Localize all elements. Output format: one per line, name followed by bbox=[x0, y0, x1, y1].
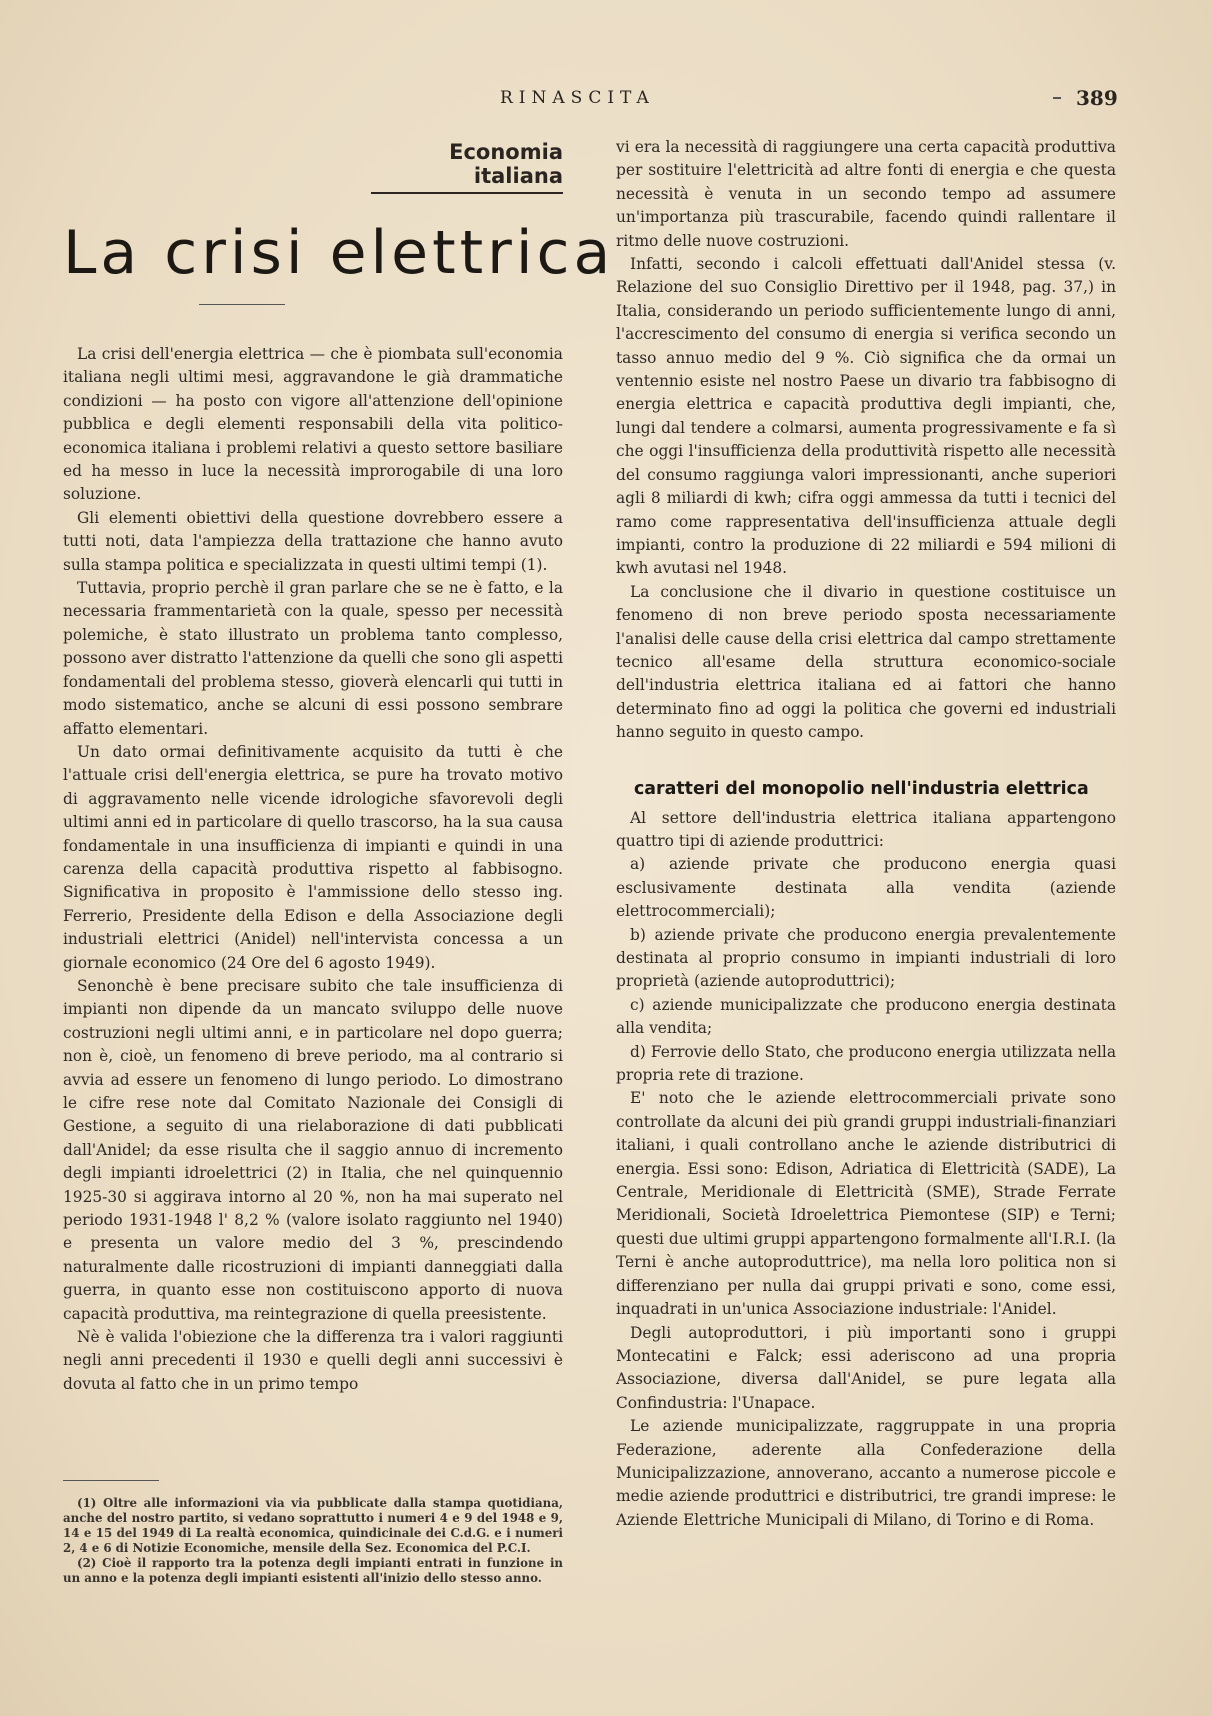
paragraph: Gli elementi obiettivi della questione dovrebbero essere a tutti noti, data l'ampiezza della trattazione che hanno avuto sulla stampa politica e specializzata in questi ultimi tempi (1). bbox=[63, 508, 563, 574]
list-item-c: c) aziende municipalizzate che producono energia destinata alla vendita; bbox=[616, 995, 1116, 1038]
subheading: caratteri del monopolio nell'industria elettrica bbox=[634, 778, 1089, 799]
footnotes bbox=[63, 1496, 563, 1586]
paragraph: vi era la necessità di raggiungere una certa capacità produttiva per sostituire l'elettricità ad altre fonti di energia e che questa necessità è venuta in un secondo tempo ad assumere un'importanza più trascurabile, facendo quindi rallentare il ritmo delle nuove costruzioni. bbox=[616, 138, 1116, 250]
footnote-divider bbox=[63, 1480, 159, 1481]
paragraph: Nè è valida l'obiezione che la differenza tra i valori raggiunti negli anni precedenti il 1930 e quelli degli anni successivi è dovuta al fatto che in un primo tempo bbox=[63, 1328, 563, 1393]
list-item-b: b) aziende private che producono energia prevalentemente destinata al proprio consumo in impianti industriali di loro proprietà (aziende autoproduttrici); bbox=[616, 925, 1116, 991]
page-header bbox=[0, 88, 1212, 114]
right-column bbox=[616, 140, 1116, 1532]
paragraph: Degli autoproduttori, i più importanti sono i gruppi Montecatini e Falck; essi aderiscono ad una propria Associazione, diversa dall'Anidel, se pure legata alla Confindustria: l'Unapace. bbox=[616, 1323, 1116, 1412]
paragraph: E' noto che le aziende elettrocommerciali private sono controllate da alcuni dei più grandi gruppi industriali-finanziari italiani, i quali controllano anche le aziende distributrici di energia. Essi sono: Edison, Adriatica di Elettricità (SADE), La Centrale, Meridionale di Elettricità (SME), Strade Ferrate Meridionali, Società Idroelettrica Piemontese (SIP) e Terni; questi due ultimi gruppi appartengono formalmente all'I.R.I. (la Terni è anche autoproduttrice), ma nella loro politica non si differenziano per nulla dai gruppi privati e sono, come essi, inquadrati in un'unica Associazione industriale: l'Anidel. bbox=[616, 1089, 1116, 1319]
journal-name: RINASCITA bbox=[500, 88, 655, 108]
paragraph: Al settore dell'industria elettrica italiana appartengono quattro tipi di aziende produttrici: bbox=[616, 808, 1116, 850]
title-divider bbox=[199, 304, 285, 305]
footnote: (2) Cioè il rapporto tra la potenza degli impianti entrati in funzione in un anno e la potenza degli impianti esistenti all'inizio dello stesso anno. bbox=[63, 1556, 563, 1585]
paragraph: La conclusione che il divario in questione costituisce un fenomeno di non breve periodo sposta necessariamente l'analisi delle cause della crisi elettrica dal campo strettamente tecnico all'esame della struttura economico-sociale dell'industria elettrica italiana ed ai fattori che hanno determinato fino ad oggi la politica che governi ed industriali hanno seguito in questo campo. bbox=[616, 582, 1116, 742]
list-item-d: d) Ferrovie dello Stato, che producono energia utilizzata nella propria rete di trazione. bbox=[616, 1042, 1116, 1085]
left-column bbox=[63, 140, 615, 1396]
article-title: La crisi elettrica bbox=[63, 218, 615, 288]
paragraph: Tuttavia, proprio perchè il gran parlare che se ne è fatto, e la necessaria frammentarietà con la quale, spesso per necessità polemiche, è stato illustrato un problema tanto complesso, possono aver distratto l'attenzione da quelli che sono gli aspetti fondamentali del problema stesso, gioverà elencarli qui tutti in modo sistematico, anche se alcuni di essi possono sembrare affatto elementari. bbox=[63, 579, 563, 738]
right-body bbox=[616, 136, 1116, 745]
paragraph: Un dato ormai definitivamente acquisito da tutti è che l'attuale crisi dell'energia elettrica, se pure ha trovato motivo di aggravamento nelle vicende idrologiche sfavorevoli degli ultimi anni ed in particolare di quello trascorso, ha la sua causa fondamentale in una insufficienza di impianti e quindi in una carenza della capacità produttiva rispetto al fabbisogno. Significativa in proposito è l'ammissione dello stesso ing. Ferrerio, Presidente della Edison e della Associazione degli industriali elettrici (Anidel) nell'intervista concessa a un giornale economico (24 Ore del 6 agosto 1949). bbox=[63, 742, 563, 972]
paragraph: La crisi dell'energia elettrica — che è piombata sull'economia italiana negli ultimi mesi, aggravandone le già drammatiche condizioni — ha posto con vigore all'attenzione dell'opinione pubblica e degli elementi responsabili della vita politico-economica italiana i problemi relativi a questo settore basiliare ed ha messo in luce la necessità improrogabile di una loro soluzione. bbox=[63, 345, 563, 504]
page-number: 389 bbox=[1076, 86, 1118, 110]
paragraph: Le aziende municipalizzate, raggruppate in una propria Federazione, aderente alla Confederazione della Municipalizzazione, annoverano, accanto a numerose piccole e medie aziende produttrici e distributrici, tre grandi imprese: le Aziende Elettriche Municipali di Milano, di Torino e di Roma. bbox=[616, 1417, 1116, 1529]
left-body bbox=[63, 343, 563, 1396]
footnote: (1) Oltre alle informazioni via via pubblicate dalla stampa quotidiana, anche del nostro partito, si vedano soprattutto i numeri 4 e 9 del 1948 e 9, 14 e 15 del 1949 di La realtà economica, quindicinale dei C.d.G. e i numeri 2, 4 e 6 di Notizie Economiche, mensile della Sez. Economica del P.C.I. bbox=[63, 1496, 563, 1555]
paragraph: Infatti, secondo i calcoli effettuati dall'Anidel stessa (v. Relazione del suo Consiglio Direttivo per il 1948, pag. 37,) in Italia, considerando un periodo sufficientemente lungo di anni, l'accrescimento del consumo di energia si verifica secondo un tasso annuo medio del 9 %. Ciò significa che da ormai un ventennio esiste nel nostro Paese un divario tra fabbisogno di energia elettrica e capacità produttiva degli impianti, che, lungi dal tendere a colmarsi, aumenta progressivamente e fa sì che oggi l'insufficienza della produttività rispetto alle necessità del consumo raggiunga valori impressionanti, anche superiori agli 8 miliardi di kwh; cifra oggi ammessa da tutti i tecnici del ramo come rappresentativa dell'insufficienza attuale degli impianti, contro la produzione di 22 miliardi e 594 milioni di kwh avutasi nel 1948. bbox=[616, 255, 1116, 578]
list-item-a: a) aziende private che producono energia quasi esclusivamente destinata alla vendita (aziende elettrocommerciali); bbox=[616, 855, 1116, 921]
right-body-2 bbox=[616, 807, 1116, 1533]
paragraph: Senonchè è bene precisare subito che tale insufficienza di impianti non dipende da un mancato sviluppo delle nuove costruzioni negli ultimi anni, e in particolare nel dopo guerra; non è, cioè, un fenomeno di breve periodo, ma al contrario si avvia ad essere un fenomeno di lungo periodo. Lo dimostrano le cifre rese note dal Comitato Nazionale dei Consigli di Gestione, a seguito di una rielaborazione di dati pubblicati dall'Anidel; da esse risulta che il saggio annuo di incremento degli impianti idroelettrici (2) in Italia, che nel quinquennio 1925-30 si aggirava intorno al 20 %, non ha mai superato nel periodo 1931-1948 l' 8,2 % (valore isolato raggiunto nel 1940) e presenta un valore medio del 3 %, prescindendo naturalmente dalle ricostruzioni di impianti danneggiati dalla guerra, in quanto esse non costituiscono apporto di nuova capacità produttiva, ma reintegrazione di quella preesistente. bbox=[63, 976, 563, 1323]
section-label: Economia italiana bbox=[371, 140, 563, 194]
header-dash bbox=[1053, 97, 1061, 99]
